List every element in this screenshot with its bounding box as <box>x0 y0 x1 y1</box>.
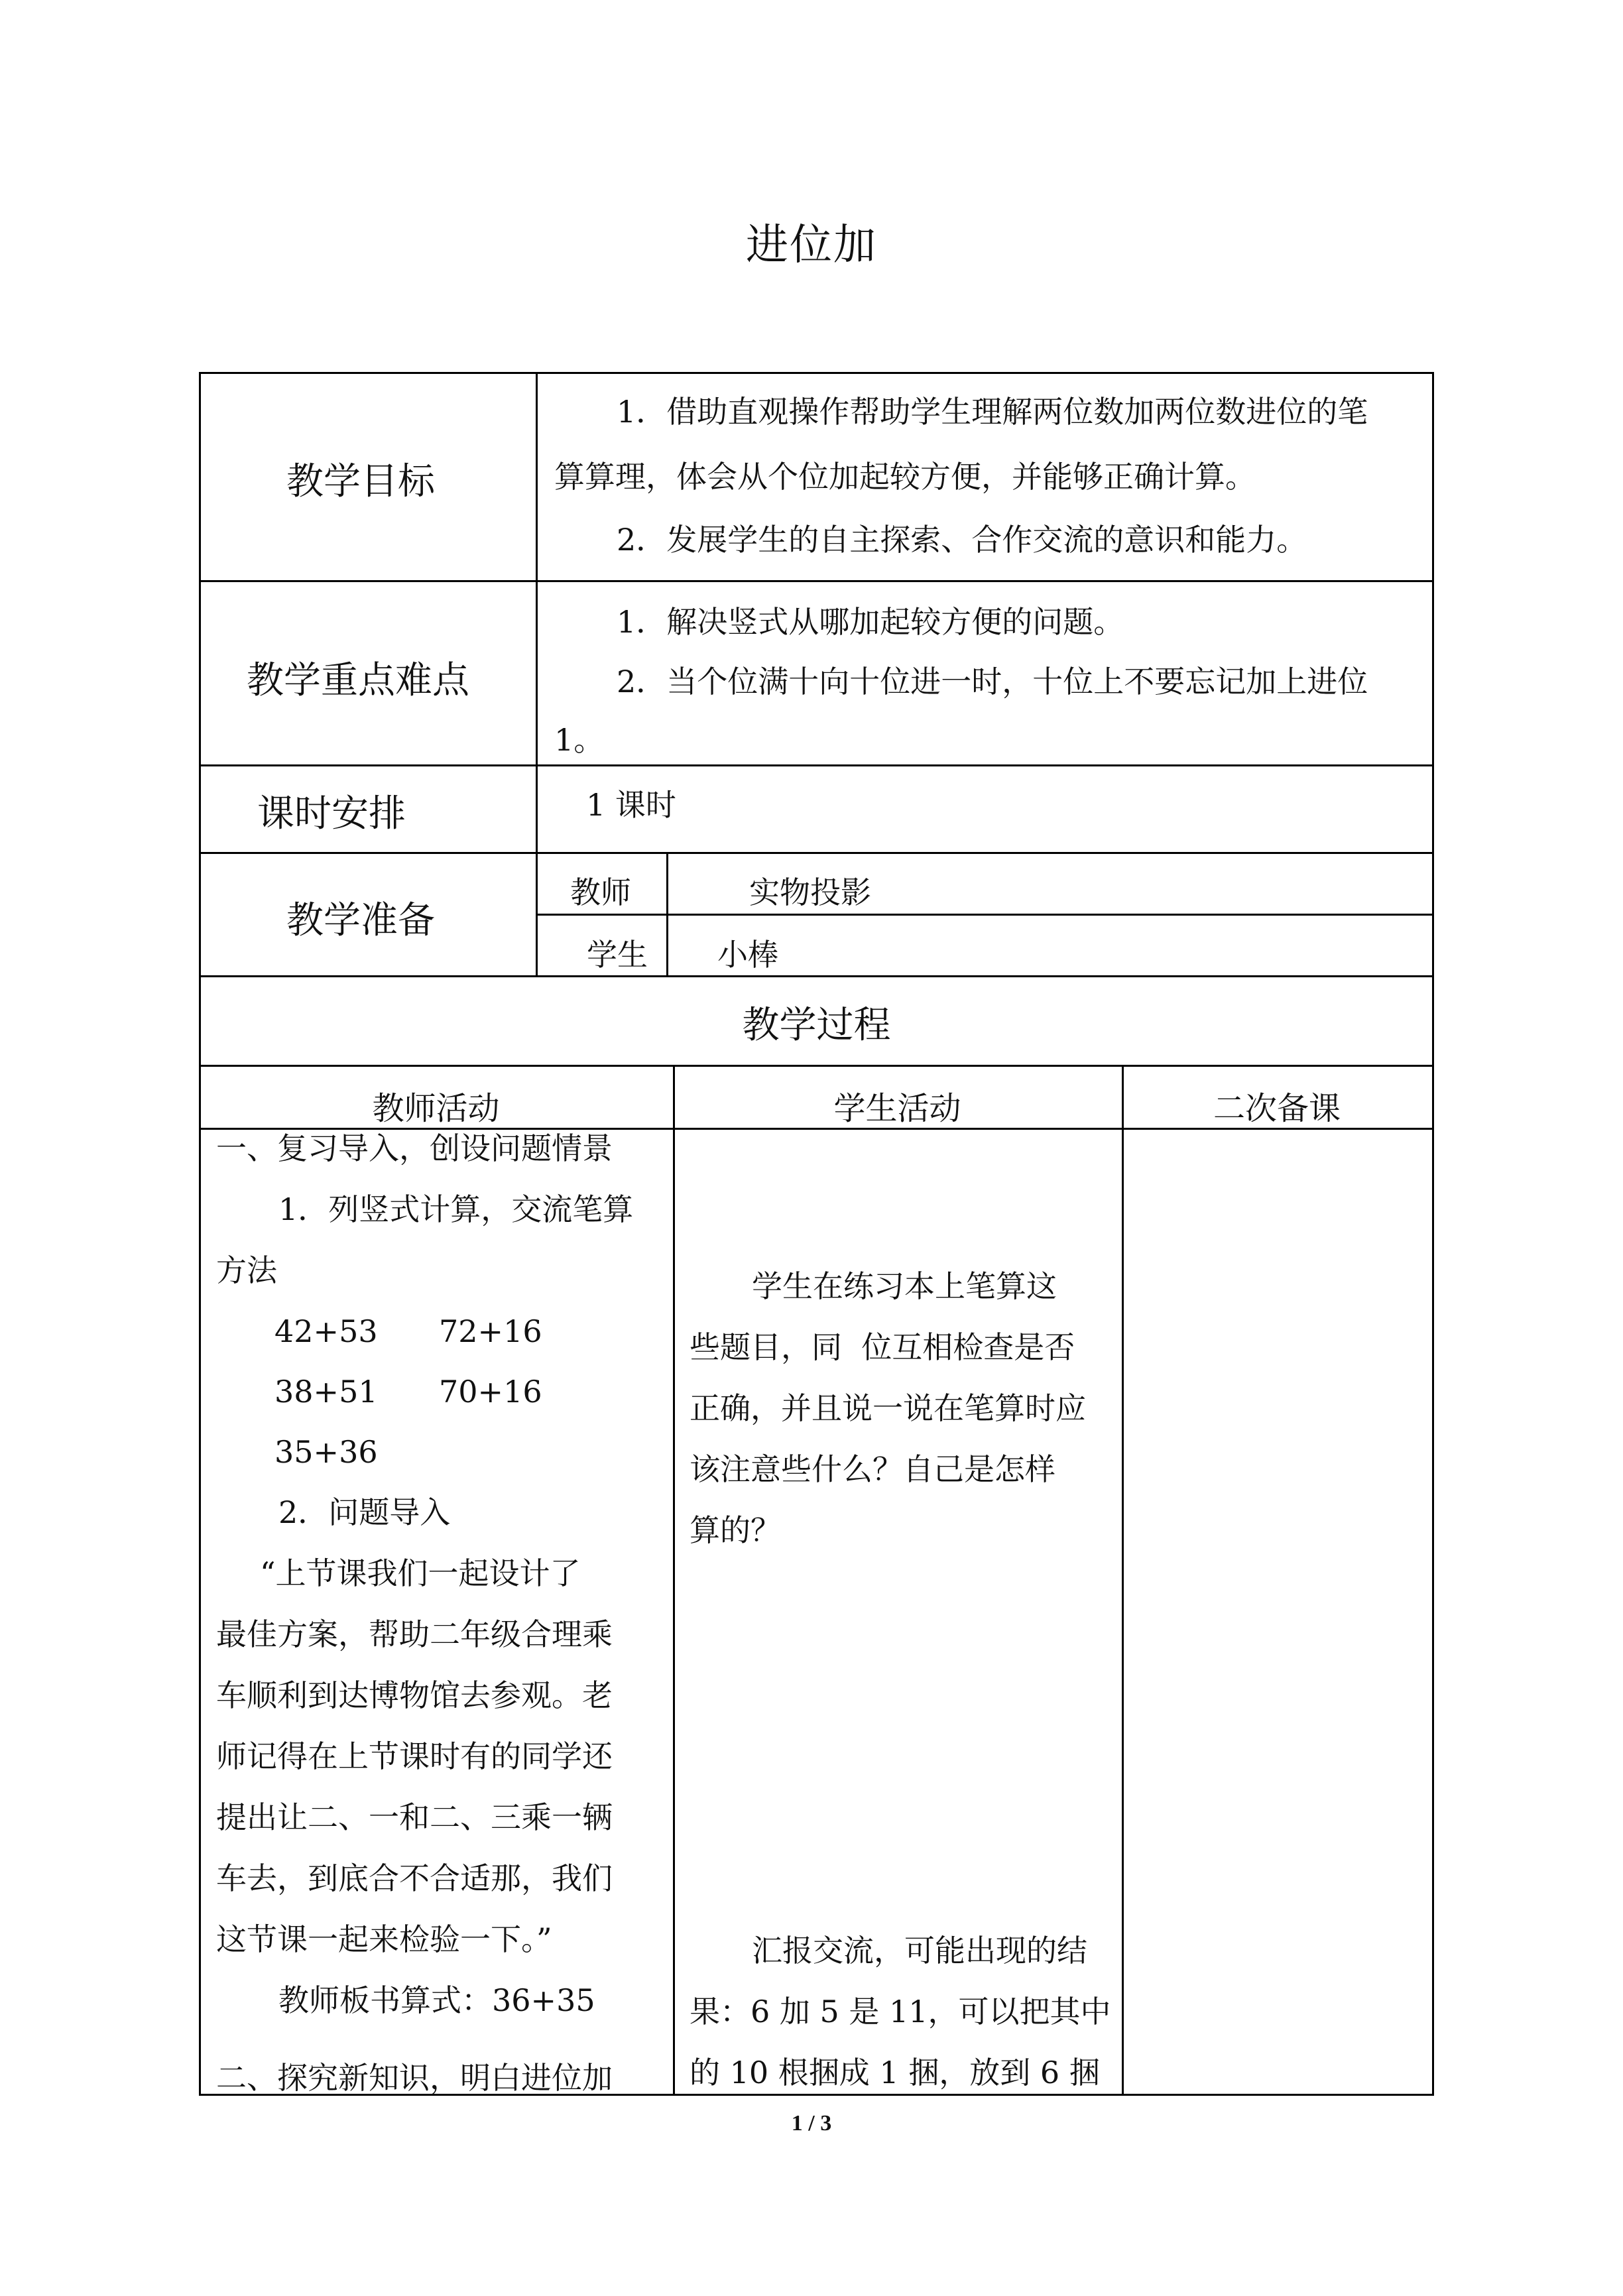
expression: 70+16 <box>439 1374 542 1410</box>
schedule-label: 课时安排 <box>257 792 406 835</box>
student-activity-line: 汇报交流，可能出现的结 <box>752 1933 1087 1968</box>
table-rule <box>666 852 668 975</box>
teacher-activity-line: 1．列竖式计算，交流笔算 <box>278 1191 634 1227</box>
teacher-activity-line: 二、探究新知识，明白进位加 <box>216 2060 613 2096</box>
teacher-activity-line: 一、复习导入，创设问题情景 <box>216 1130 613 1166</box>
key-point-line: 1．解决竖式从哪加起较方便的问题。 <box>617 604 1124 640</box>
teacher-activity-line: “上节课我们一起设计了 <box>260 1555 581 1591</box>
objective-line: 算算理，体会从个位加起较方便，并能够正确计算。 <box>554 459 1256 495</box>
page-title: 进位加 <box>746 221 877 270</box>
teacher-activity-line: 教师板书算式：36+35 <box>278 1982 595 2018</box>
student-activity-line: 的 10 根捆成 1 捆，放到 6 捆 <box>690 2055 1100 2090</box>
table-rule <box>673 1065 675 2094</box>
teacher-activity-line: 这节课一起来检验一下。” <box>216 1921 552 1957</box>
column-header-notes: 二次备课 <box>1213 1090 1341 1127</box>
expression: 35+36 <box>274 1434 378 1470</box>
objective-line: 1．借助直观操作帮助学生理解两位数加两位数进位的笔 <box>617 394 1368 430</box>
column-header-student: 学生活动 <box>833 1090 961 1127</box>
table-rule <box>199 372 201 2096</box>
prep-teacher-value: 实物投影 <box>749 875 871 910</box>
teacher-activity-line: 车顺利到达博物馆去参观。老 <box>216 1677 613 1713</box>
teacher-activity-line: 车去，到底合不合适那，我们 <box>216 1860 613 1896</box>
prep-teacher-label: 教师 <box>570 875 631 910</box>
key-points-label: 教学重点难点 <box>247 659 469 702</box>
column-header-teacher: 教师活动 <box>372 1090 500 1127</box>
table-rule <box>199 764 1434 766</box>
student-activity-line: 学生在练习本上笔算这 <box>752 1268 1057 1304</box>
student-activity-line: 正确，并且说一说在笔算时应 <box>690 1390 1086 1426</box>
student-activity-line: 些题目，同 位互相检查是否 <box>690 1329 1075 1365</box>
objective-line: 2．发展学生的自主探索、合作交流的意识和能力。 <box>617 522 1307 558</box>
student-activity-line: 果：6 加 5 是 11，可以把其中 <box>690 1994 1111 2029</box>
expression: 72+16 <box>439 1313 542 1349</box>
page-number: 1 / 3 <box>791 2111 832 2136</box>
table-rule <box>199 1065 1434 1067</box>
teacher-activity-line: 2．问题导入 <box>278 1494 451 1530</box>
objectives-label: 教学目标 <box>286 460 435 503</box>
student-activity-line: 算的？ <box>690 1512 781 1548</box>
key-point-line: 2．当个位满十向十位进一时，十位上不要忘记加上进位 <box>617 664 1368 699</box>
schedule-value: 1 课时 <box>586 787 676 823</box>
table-rule <box>537 914 1434 916</box>
table-rule <box>199 580 1434 582</box>
prep-student-value: 小棒 <box>717 937 778 973</box>
process-heading: 教学过程 <box>742 1004 891 1047</box>
prep-student-label: 学生 <box>587 937 648 973</box>
table-rule <box>199 852 1434 854</box>
preparation-label: 教学准备 <box>286 899 435 942</box>
expression: 38+51 <box>274 1374 378 1410</box>
teacher-activity-line: 最佳方案，帮助二年级合理乘 <box>216 1616 613 1652</box>
teacher-activity-line: 师记得在上节课时有的同学还 <box>216 1738 613 1774</box>
teacher-activity-line: 提出让二、一和二、三乘一辆 <box>216 1799 613 1835</box>
table-rule <box>199 975 1434 977</box>
teacher-activity-line: 方法 <box>216 1252 277 1288</box>
expression: 42+53 <box>274 1313 378 1349</box>
key-point-line: 1。 <box>554 722 605 758</box>
table-rule <box>536 372 538 975</box>
table-rule <box>199 372 1434 374</box>
student-activity-line: 该注意些什么？自己是怎样 <box>690 1451 1055 1487</box>
table-rule <box>1432 372 1434 2096</box>
table-rule <box>1122 1065 1124 2094</box>
